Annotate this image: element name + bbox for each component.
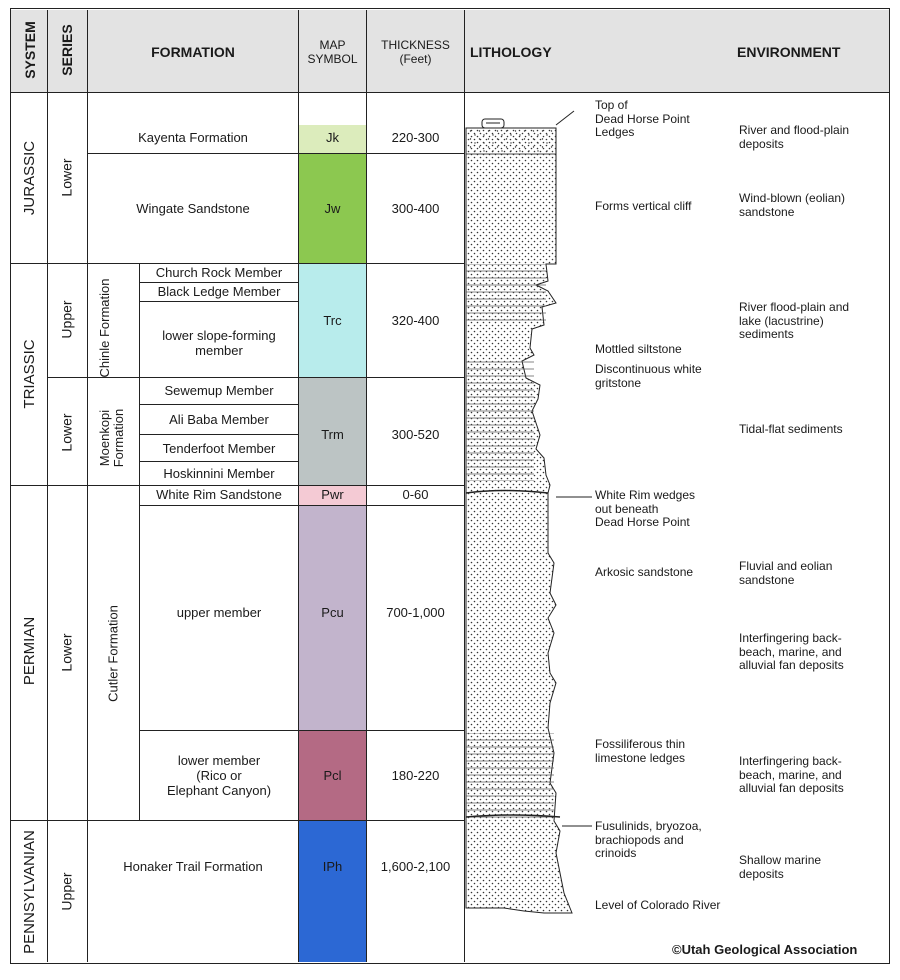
header-environment: ENVIRONMENT [737,44,841,60]
formation-ali-baba: Ali Baba Member [169,412,269,427]
system-jurassic: JURASSIC [21,140,38,216]
swatch-iph [299,820,367,962]
divider-thickness [464,10,465,962]
symbol-pcl: Pcl [323,768,342,783]
note-gritstone-1: Discontinuous white [595,362,702,376]
note-top-2: Dead Horse Point [595,111,690,126]
note-fusulinids-2: brachiopods and [595,832,684,847]
formation-white-rim: White Rim Sandstone [156,487,282,502]
env-inter-b2: beach, marine, and [739,767,842,782]
boundary-black-lower [139,301,299,302]
env-inter-b3: alluvial fan deposits [739,781,844,795]
series-lower-triassic: Lower [58,413,75,452]
boundary-alibaba-tenderfoot [139,434,299,435]
lithology-column [464,93,594,963]
env-inter-a1: Interfingering back- [739,631,842,645]
formation-kayenta: Kayenta Formation [138,130,248,145]
system-permian: PERMIAN [21,616,38,686]
thickness-jw: 300-400 [391,201,440,216]
series-lower-jurassic: Lower [58,158,75,197]
header-thickness-1: THICKNESS [381,38,450,52]
note-arkosic: Arkosic sandstone [595,565,694,579]
arrow-top-of-dhp [556,111,574,125]
env-river-2: deposits [739,136,784,151]
symbol-pcu: Pcu [321,605,344,620]
system-pennsylvanian: PENNSYLVANIAN [21,830,38,954]
formation-sewemup: Sewemup Member [164,383,274,398]
note-top-3: Ledges [595,125,635,139]
note-fossil-1: Fossiliferous thin [595,737,686,751]
note-white-rim-3: Dead Horse Point [595,515,690,529]
env-inter-a3: alluvial fan deposits [739,658,844,672]
boundary-sewemup-alibaba [139,404,299,405]
env-fluvial-2: sandstone [739,572,795,587]
env-shallow-marine [739,854,821,881]
env-river-1: River and flood-plain [739,123,850,137]
series-upper-triassic: Upper [58,300,75,339]
symbol-trc: Trc [323,313,342,328]
env-shallow-2: deposits [739,866,784,881]
formation-lower-member-1: lower member [177,753,261,768]
group-cutler: Cutler Formation [105,605,121,702]
series-lower-permian: Lower [58,633,75,672]
note-vertical-cliff: Forms vertical cliff [595,199,692,213]
formation-lower-slope-2: member [195,343,243,358]
formation-lower-member-2: (Rico or [196,768,242,783]
boundary-whiterim-upper [139,505,464,506]
env-inter-b1: Interfingering back- [739,754,842,768]
group-chinle: Chinle Formation [97,278,112,378]
env-wind-2: sandstone [739,204,795,219]
group-moenkopi: Moenkopi Formation [97,408,126,468]
note-mottled: Mottled siltstone [595,342,682,356]
header-thickness-2: (Feet) [399,52,432,66]
formation-church-rock: Church Rock Member [155,265,283,280]
note-colorado-river: Level of Colorado River [595,898,721,912]
note-gritstone [595,363,702,390]
env-lake-2: lake (lacustrine) [739,313,824,328]
env-lake [739,301,849,342]
boundary-kayenta-wingate [87,153,464,154]
thickness-pcu: 700-1,000 [386,605,445,620]
note-fusulinids [595,820,702,861]
note-white-rim-2: out beneath [595,501,659,516]
system-triassic: TRIASSIC [21,339,38,409]
formation-lower-slope-1: lower slope-forming [162,328,276,343]
formation-lower-member-3: Elephant Canyon) [166,783,272,798]
symbol-pwr: Pwr [321,487,344,502]
env-tidal: Tidal-flat sediments [739,422,843,436]
header-system: SYSTEM [22,21,38,79]
note-fusulinids-1: Fusulinids, bryozoa, [595,819,702,833]
header-series: SERIES [59,24,75,76]
symbol-trm: Trm [321,427,344,442]
header-bottom-rule [11,92,889,93]
thickness-jk: 220-300 [391,130,440,145]
env-lake-3: sediments [739,327,794,341]
env-wind-1: Wind-blown (eolian) [739,191,846,205]
header-lithology: LITHOLOGY [470,44,552,60]
formation-wingate: Wingate Sandstone [136,201,250,216]
lithology-profile [466,119,572,913]
env-river [739,124,849,151]
formation-hoskinnini: Hoskinnini Member [163,466,275,481]
note-top-1: Top of [595,98,628,112]
env-interfingering-upper [739,632,844,673]
env-wind [739,192,845,219]
formation-honaker: Honaker Trail Formation [123,859,263,874]
header-map-symbol-2: SYMBOL [307,52,358,66]
note-top-of-dhp [595,99,690,140]
formation-upper-member: upper member [176,605,262,620]
formation-tenderfoot: Tenderfoot Member [162,441,276,456]
symbol-jk: Jk [326,130,339,145]
note-white-rim [595,489,695,530]
thickness-pwr: 0-60 [402,487,429,502]
symbol-jw: Jw [324,201,341,216]
note-fossil-2: limestone ledges [595,750,686,765]
symbol-iph: IPh [322,859,343,874]
thickness-trc: 320-400 [391,313,440,328]
note-gritstone-2: gritstone [595,375,642,390]
env-fluvial-1: Fluvial and eolian [739,559,833,573]
env-shallow-1: Shallow marine [739,853,822,867]
thickness-trm: 300-520 [391,427,440,442]
env-lake-1: River flood-plain and [739,300,850,314]
boundary-permian-pennsylvanian [11,820,464,821]
thickness-iph: 1,600-2,100 [380,859,451,874]
env-inter-a2: beach, marine, and [739,644,842,659]
formation-black-ledge: Black Ledge Member [157,284,281,299]
boundary-tenderfoot-hoskinnini [139,461,299,462]
env-fluvial [739,560,832,587]
note-fusulinids-3: crinoids [595,846,637,860]
note-fossiliferous [595,738,685,765]
copyright-notice: ©Utah Geological Association [672,942,858,957]
thickness-pcl: 180-220 [391,768,440,783]
series-upper-pennsylvanian: Upper [58,872,75,911]
boundary-upper-lower-member [139,730,464,731]
header-formation: FORMATION [151,44,235,60]
note-white-rim-1: White Rim wedges [595,488,696,502]
env-interfingering-lower [739,755,844,796]
header-map-symbol-1: MAP [319,38,346,52]
